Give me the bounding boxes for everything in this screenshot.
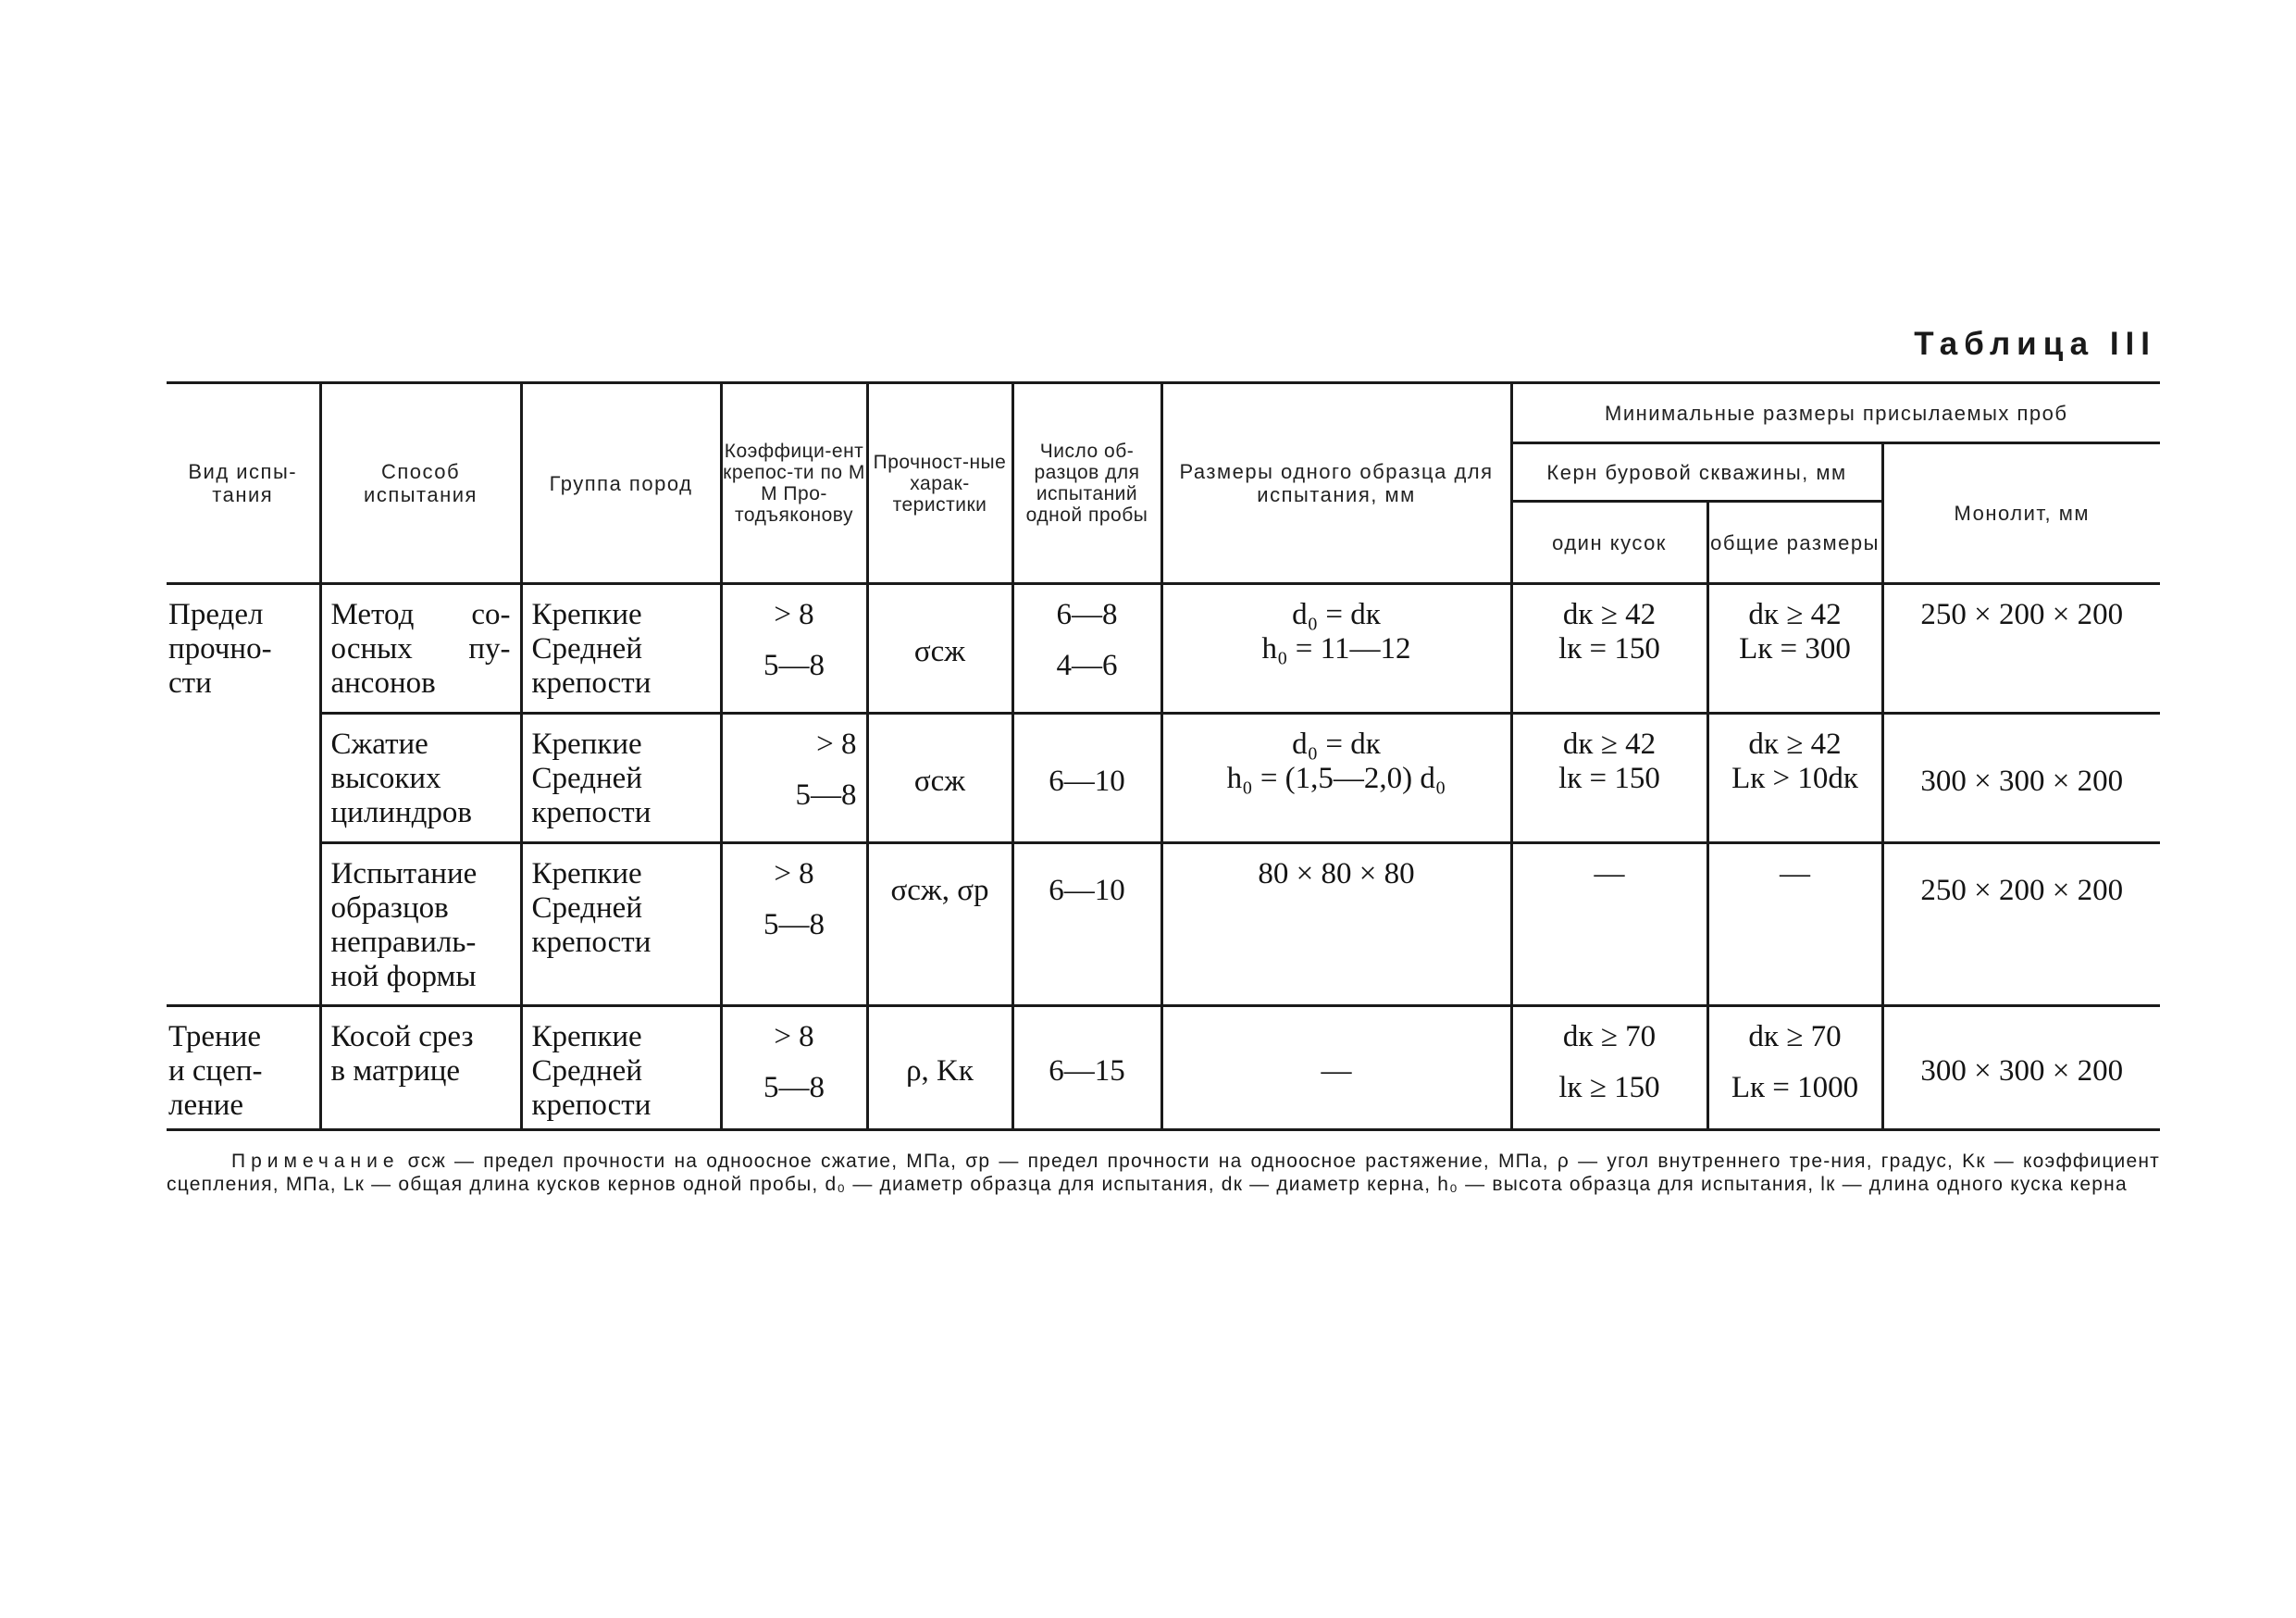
sposob-line: Испытание	[330, 857, 478, 890]
sposob-line: Метод со-	[330, 598, 511, 631]
cell-sposob	[320, 1006, 521, 1130]
header-vid: Вид испы-тания	[167, 383, 320, 584]
cell-sposob	[320, 584, 521, 714]
obshie-line: dк ≥ 70	[1748, 1020, 1842, 1053]
gruppa-line: крепости	[531, 796, 652, 829]
chislo-line: 4—6	[1056, 649, 1118, 682]
cell-obshie	[1707, 714, 1882, 843]
cell-prochnost: σсж	[867, 584, 1012, 714]
header-monolit: Монолит, мм	[1882, 443, 2160, 584]
cell-vid	[167, 1006, 320, 1130]
vid-line: Предел	[168, 598, 264, 631]
header-obshie: общие размеры	[1707, 502, 1882, 584]
header-row-1	[167, 383, 2160, 443]
cell-chislo: 6—15	[1012, 1006, 1161, 1130]
table-row	[167, 714, 2160, 843]
cell-odin	[1511, 1006, 1707, 1130]
koef-line: 5—8	[763, 1071, 825, 1104]
gruppa-line: Крепкие	[531, 728, 642, 761]
odin-line: lк ≥ 150	[1558, 1071, 1660, 1104]
razmery-line: d₀ = dк	[1292, 598, 1381, 631]
main-table	[167, 381, 2160, 1131]
header-chislo: Число об-разцов для испытаний одной пробы	[1012, 383, 1161, 584]
sposob-line: в матрице	[330, 1054, 461, 1088]
vid-line: Трение	[168, 1020, 262, 1053]
koef-line: > 8	[774, 857, 814, 890]
gruppa-line: крепости	[531, 666, 652, 700]
cell-obshie	[1707, 584, 1882, 714]
table-note	[167, 1150, 2160, 1196]
cell-razmery: —	[1161, 1006, 1511, 1130]
cell-monolit: 250 × 200 × 200	[1882, 584, 2160, 714]
gruppa-line: Средней	[531, 891, 642, 925]
cell-koef	[721, 1006, 867, 1130]
table-row	[167, 1006, 2160, 1130]
prochnost-line: σсж, σр	[890, 874, 989, 907]
cell-razmery	[1161, 584, 1511, 714]
cell-gruppa	[521, 1006, 721, 1130]
header-sposob: Способ испытания	[320, 383, 521, 584]
cell-gruppa	[521, 714, 721, 843]
cell-gruppa	[521, 584, 721, 714]
note-label: Примечание	[231, 1151, 400, 1172]
odin-line: dк ≥ 70	[1562, 1020, 1657, 1053]
koef-line: 5—8	[795, 778, 857, 812]
odin-line: dк ≥ 42	[1562, 728, 1657, 761]
cell-vid	[167, 584, 320, 714]
sposob-line: высоких	[330, 762, 441, 795]
cell-razmery	[1161, 714, 1511, 843]
sposob-line: цилиндров	[330, 796, 472, 829]
cell-koef	[721, 843, 867, 1006]
chislo-line: 6—8	[1056, 598, 1118, 631]
obshie-line: Lк = 300	[1739, 632, 1851, 666]
cell-monolit	[1882, 843, 2160, 1006]
note-text: σсж — предел прочности на одноосное сжатие, МПа, σр — предел прочности на одноосное растяжение, МПа, ρ — угол внутреннего тре-ния, градус, Kк — коэффициент сцепления, МПа, Lк — общая длина кусков кернов одной пробы, d₀ — диаметр образца для испытания, dк — диаметр керна, h₀ — высота образца для испытания, lк — длина одного куска керна	[167, 1151, 2160, 1195]
cell-chislo: 6—10	[1012, 714, 1161, 843]
cell-vid	[167, 843, 320, 1006]
cell-chislo	[1012, 843, 1161, 1006]
cell-obshie: —	[1707, 843, 1882, 1006]
gruppa-line: Крепкие	[531, 598, 642, 631]
sposob-line: осных пу-	[330, 632, 511, 666]
vid-line: сти	[168, 666, 212, 700]
vid-line: прочно-	[168, 632, 272, 666]
sposob-line: ной формы	[330, 960, 477, 993]
cell-gruppa	[521, 843, 721, 1006]
gruppa-line: Средней	[531, 1054, 642, 1088]
cell-koef	[721, 714, 867, 843]
table-title: Таблица III	[1914, 326, 2156, 362]
table-row	[167, 843, 2160, 1006]
koef-line: > 8	[816, 728, 857, 761]
sposob-line: образцов	[330, 891, 449, 925]
razmery-line: h₀ = (1,5—2,0) d₀	[1226, 762, 1446, 795]
table-row	[167, 584, 2160, 714]
chislo-line: 6—10	[1049, 874, 1125, 907]
cell-sposob	[320, 843, 521, 1006]
sposob-line: Сжатие	[330, 728, 428, 761]
razmery-line: h₀ = 11—12	[1261, 632, 1411, 666]
header-min-group: Минимальные размеры присылаемых проб	[1511, 383, 2160, 443]
cell-vid	[167, 714, 320, 843]
obshie-line: dк ≥ 42	[1748, 598, 1842, 631]
obshie-line: Lк = 1000	[1731, 1071, 1859, 1104]
cell-prochnost: ρ, Kк	[867, 1006, 1012, 1130]
cell-obshie	[1707, 1006, 1882, 1130]
header-odin: один кусок	[1511, 502, 1707, 584]
header-kern-group: Керн буровой скважины, мм	[1511, 443, 1882, 502]
koef-line: 5—8	[763, 908, 825, 941]
obshie-line: dк ≥ 42	[1748, 728, 1842, 761]
monolit-line: 250 × 200 × 200	[1920, 874, 2124, 907]
gruppa-line: Средней	[531, 762, 642, 795]
cell-razmery: 80 × 80 × 80	[1161, 843, 1511, 1006]
sposob-line: неправиль-	[330, 926, 477, 959]
cell-koef	[721, 584, 867, 714]
odin-line: dк ≥ 42	[1562, 598, 1657, 631]
header-gruppa: Группа пород	[521, 383, 721, 584]
vid-line: и сцеп-	[168, 1054, 263, 1088]
sposob-line: Косой срез	[330, 1020, 474, 1053]
cell-monolit: 300 × 300 × 200	[1882, 1006, 2160, 1130]
cell-monolit: 300 × 300 × 200	[1882, 714, 2160, 843]
odin-line: lк = 150	[1558, 632, 1660, 666]
cell-odin: —	[1511, 843, 1707, 1006]
koef-line: 5—8	[763, 649, 825, 682]
cell-odin	[1511, 714, 1707, 843]
gruppa-line: Крепкие	[531, 1020, 642, 1053]
vid-line: ление	[168, 1089, 244, 1122]
cell-chislo	[1012, 584, 1161, 714]
cell-prochnost	[867, 843, 1012, 1006]
razmery-line: d₀ = dк	[1292, 728, 1381, 761]
odin-line: lк = 150	[1558, 762, 1660, 795]
gruppa-line: Крепкие	[531, 857, 642, 890]
obshie-line: Lк > 10dк	[1731, 762, 1858, 795]
sposob-line: ансонов	[330, 666, 436, 700]
cell-prochnost: σсж	[867, 714, 1012, 843]
cell-odin	[1511, 584, 1707, 714]
header-prochnost: Прочност-ные харак-теристики	[867, 383, 1012, 584]
gruppa-line: Средней	[531, 632, 642, 666]
header-razmery: Размеры одного образца для испытания, мм	[1161, 383, 1511, 584]
koef-line: > 8	[774, 1020, 814, 1053]
gruppa-line: крепости	[531, 1089, 652, 1122]
header-koef: Коэффици-ент крепос-ти по М М Про-тодъяконову	[721, 383, 867, 584]
gruppa-line: крепости	[531, 926, 652, 959]
koef-line: > 8	[774, 598, 814, 631]
cell-sposob	[320, 714, 521, 843]
